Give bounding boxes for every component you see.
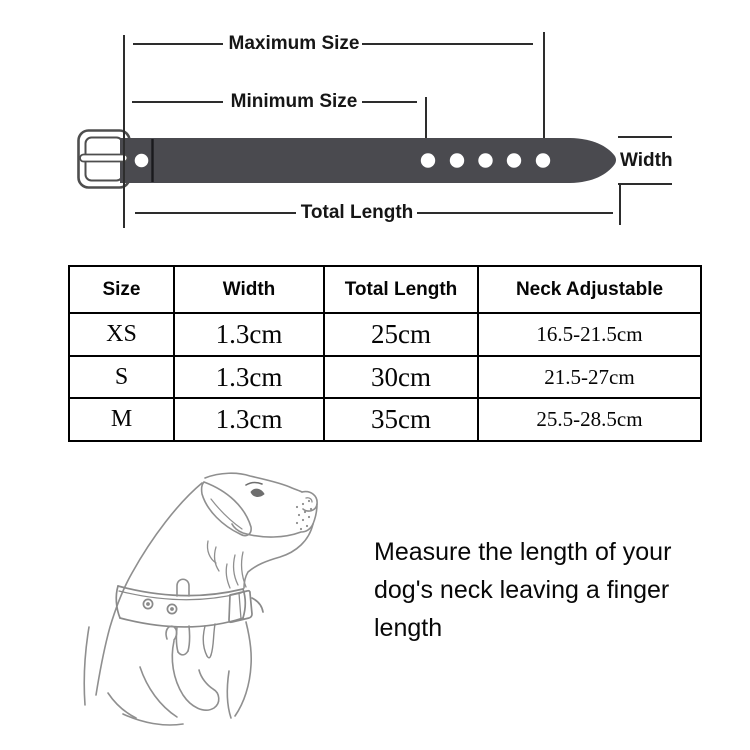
minimum-size-leader-left bbox=[132, 101, 223, 103]
collar-eyelet bbox=[167, 604, 176, 613]
maximum-size-pointer bbox=[543, 32, 545, 138]
belt-hole bbox=[135, 154, 149, 168]
table-cell-width: 1.3cm bbox=[174, 313, 324, 356]
table-row bbox=[69, 313, 701, 356]
dog-jaw-outline bbox=[244, 524, 313, 588]
table-cell-total-length: 35cm bbox=[324, 398, 478, 441]
width-label: Width bbox=[620, 150, 673, 171]
minimum-size-pointer bbox=[425, 97, 427, 138]
maximum-size-leader-left bbox=[133, 43, 223, 45]
belt-hole bbox=[536, 153, 550, 167]
size-table-header-width: Width bbox=[174, 266, 324, 313]
width-bracket-top bbox=[618, 136, 672, 138]
table-cell-total-length: 25cm bbox=[324, 313, 478, 356]
table-cell-size: XS bbox=[69, 313, 174, 356]
width-bracket-bottom bbox=[618, 183, 672, 185]
table-cell-neck: 21.5-27cm bbox=[478, 356, 701, 398]
maximum-size-label: Maximum Size bbox=[228, 33, 360, 54]
collar-eyelet bbox=[143, 599, 152, 608]
instruction-line: length bbox=[374, 614, 443, 642]
table-row bbox=[69, 356, 701, 398]
dog-eye bbox=[246, 483, 264, 497]
dog-collar-sketch bbox=[80, 455, 380, 750]
size-table-header-total-length: Total Length bbox=[324, 266, 478, 313]
minimum-size-leader-right bbox=[362, 101, 417, 103]
total-length-leader-left bbox=[135, 212, 296, 214]
table-cell-width: 1.3cm bbox=[174, 356, 324, 398]
instruction-line: dog's neck leaving a finger bbox=[374, 576, 670, 604]
belt-hole bbox=[478, 153, 492, 167]
dog-shoulder-line bbox=[84, 627, 89, 705]
forearm-line bbox=[108, 693, 136, 718]
knuckle bbox=[166, 626, 177, 640]
hand-finger-sketch bbox=[108, 579, 219, 725]
left-extent-line bbox=[123, 35, 125, 228]
dog-ear bbox=[202, 482, 252, 536]
finger-tip bbox=[177, 579, 189, 596]
table-cell-size: S bbox=[69, 356, 174, 398]
minimum-size-label: Minimum Size bbox=[230, 91, 358, 112]
instruction-line: Measure the length of your bbox=[374, 538, 672, 566]
dog-nose bbox=[302, 492, 317, 524]
total-length-label: Total Length bbox=[300, 202, 414, 223]
total-length-leader-right bbox=[417, 212, 613, 214]
belt-pin bbox=[80, 155, 128, 162]
dog-whisker-dots bbox=[296, 500, 312, 530]
size-table bbox=[68, 265, 702, 442]
table-cell-neck: 25.5-28.5cm bbox=[478, 398, 701, 441]
size-table-header-size: Size bbox=[69, 266, 174, 313]
belt-hole bbox=[450, 153, 464, 167]
dog-fur-strokes bbox=[207, 541, 246, 588]
wrist-line bbox=[140, 667, 177, 717]
size-table-header-neck-adjustable: Neck Adjustable bbox=[478, 266, 701, 313]
belt-hole bbox=[421, 153, 435, 167]
measuring-instruction-text bbox=[374, 533, 714, 647]
collar-loose-end bbox=[203, 624, 215, 658]
table-row bbox=[69, 398, 701, 441]
dog-chest-outline bbox=[235, 622, 251, 716]
belt-hole bbox=[507, 153, 521, 167]
table-cell-neck: 16.5-21.5cm bbox=[478, 313, 701, 356]
size-table-header-row bbox=[69, 266, 701, 313]
dog-neck-back-outline bbox=[96, 483, 202, 695]
total-length-end-pointer bbox=[619, 184, 621, 225]
table-cell-size: M bbox=[69, 398, 174, 441]
table-cell-total-length: 30cm bbox=[324, 356, 478, 398]
table-cell-width: 1.3cm bbox=[174, 398, 324, 441]
dog-front-leg-line bbox=[227, 671, 231, 718]
maximum-size-leader-right bbox=[362, 43, 533, 45]
